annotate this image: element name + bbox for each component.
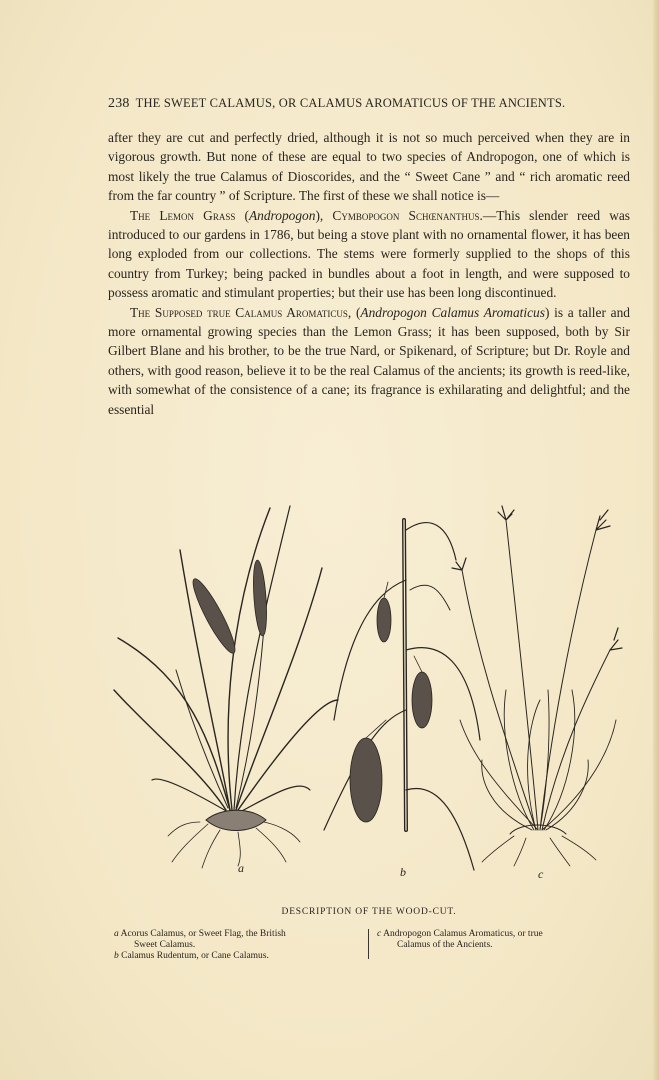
species-name: Cymbopogon Schœnanthus. — [332, 207, 483, 223]
paragraph-3 — [108, 303, 630, 419]
genus-andropogon: Andropogon — [248, 207, 316, 223]
legend-item-b — [114, 951, 366, 962]
running-header — [108, 96, 630, 116]
plant-engraving — [110, 490, 635, 890]
paren-open-2: ( — [351, 304, 361, 320]
paragraph-1: after they are cut and perfectly dried, although it is not so much perceived when they are in vigorous growth. But none of these are equal to two species of Andropogon, one of which is most likely the true Calamus of Dioscorides, and the “ Sweet Cane ” and “ rich aromatic reed from the far country ” of Scripture. The first of these we shall notice is— — [108, 130, 630, 204]
legend-text-b: Calamus Rudentum, or Cane Calamus. — [121, 951, 269, 961]
latin-name: Andropogon Calamus Aromaticus — [360, 304, 545, 320]
figure-label-c: c — [538, 867, 544, 881]
legend-right-column — [368, 929, 630, 959]
plant-b-cane-calamus — [324, 520, 480, 870]
plant-c-andropogon — [452, 506, 622, 866]
paragraph-2-text: —This slender reed was introduced to our gardens in 1786, but being a stove plant with no ornamental flower, it has been long exploded from our collections. The stems were formerly supplied to the shops of this country from Turkey; being packed in bundles about a foot in length, and were supposed to possess aromatic and stimulant properties; but their use has been long discontinued. — [108, 207, 631, 301]
wood-cut-illustration — [110, 490, 635, 890]
legend-text-c: Andropogon Calamus Aromaticus, or true — [383, 929, 543, 939]
legend-letter-b: b — [114, 951, 119, 961]
page-edge — [653, 0, 659, 1080]
legend-letter-c: c — [377, 929, 382, 939]
calamus-heading: The Supposed true Calamus Aromaticus, — [130, 304, 352, 320]
figure-label-a: a — [238, 861, 244, 875]
legend-text-a: Acorus Calamus, or Sweet Flag, the British — [120, 929, 286, 939]
legend-left-column — [114, 929, 366, 962]
paragraph-3-text: ) is a taller and more ornamental growing species than the Lemon Grass; it has been supposed, both by Sir Gilbert Blane and his brother, to be the true Nard, or Spikenard, of Scripture; but Dr. Royle and others, with good reason, believe it to be the real Calamus of the ancients; its growth is reed-like, with somewhat of the consistence of a cane; its fragrance is exhilarating and delightful; and the essential — [108, 304, 630, 417]
page-number: 238 — [108, 96, 130, 111]
legend-letter-a: a — [114, 929, 119, 939]
paragraph-2 — [108, 206, 630, 303]
legend-text-a-cont: Sweet Calamus. — [134, 940, 196, 950]
paren-open: ( — [235, 207, 249, 223]
plant-a-sweet-flag — [114, 506, 338, 868]
legend-text-c-cont: Calamus of the Ancients. — [397, 940, 493, 950]
figure-legend — [108, 929, 630, 963]
figure-label-b: b — [400, 865, 406, 879]
lemon-grass-heading: The Lemon Grass — [130, 207, 236, 223]
running-title: THE SWEET CALAMUS, OR CALAMUS AROMATICUS OF THE ANCIENTS. — [135, 96, 566, 110]
figure-title: DESCRIPTION OF THE WOOD-CUT. — [281, 907, 457, 917]
body-text — [108, 128, 630, 419]
legend-item-a — [114, 929, 366, 940]
paren-close: ), — [315, 207, 333, 223]
legend-item-c — [377, 929, 630, 940]
